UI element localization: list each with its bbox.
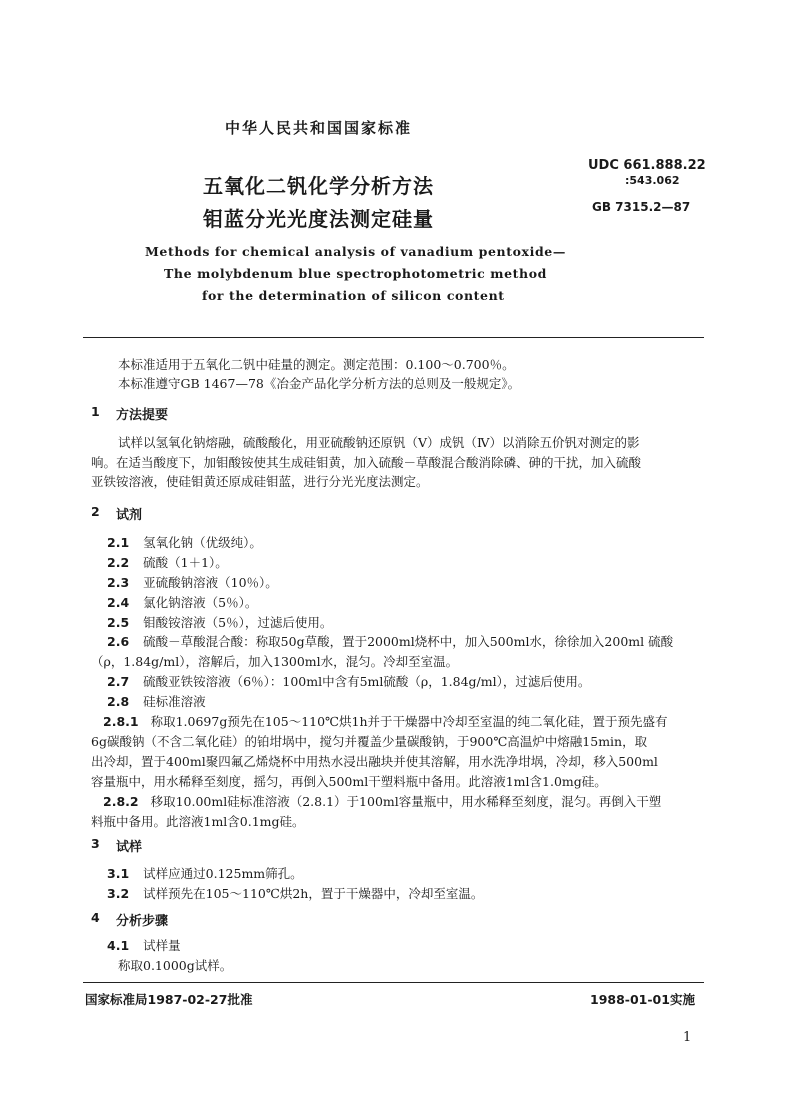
sample-item: 3.1 试样应通过0.125mm筛孔。 — [107, 866, 303, 881]
english-title-line2: The molybdenum blue spectrophotometric method — [164, 266, 548, 281]
reagent-item: 2.3 亚硫酸钠溶液（10％）。 — [107, 575, 278, 590]
subsection-2-8-1-line: 出冷却，置于400ml聚四氟乙烯烧杯中用热水浸出融块并使其溶解，用水洗净坩埚，冷却，移入500ml — [91, 754, 658, 769]
reagent-item: 2.2 硫酸（1＋1）。 — [107, 555, 228, 570]
header-divider — [83, 337, 704, 338]
section-1-text-line: 试样以氢氧化钠熔融，硫酸酸化，用亚硫酸钠还原钒（Ⅴ）成钒（Ⅳ）以消除五价钒对测定的影 — [118, 435, 640, 450]
section-3-title: 试样 — [116, 840, 143, 855]
reagent-item: 2.1 氢氧化钠（优级纯）。 — [107, 535, 262, 550]
subsection-2-8-1-line: 容量瓶中，用水稀释至刻度，摇匀，再倒入500ml干塑料瓶中备用。此溶液1ml含1.0mg硅。 — [91, 774, 607, 789]
intro-scope: 本标准适用于五氧化二钒中硅量的测定。测定范围：0.100～0.700％。 — [118, 357, 515, 372]
subsection-2-8-1-line: 6g碳酸钠（不含二氧化硅）的铂坩埚中，搅匀并覆盖少量碳酸钠，于900℃高温炉中熔融15min，取 — [91, 734, 648, 749]
gb-code: GB 7315.2—87 — [592, 200, 691, 214]
reagent-item: 2.7 硫酸亚铁铵溶液（6％）：100ml中含有5ml硫酸（ρ，1.84g/ml），过滤后使用。 — [107, 674, 591, 689]
procedure-item: 4.1 试样量 — [107, 938, 181, 953]
section-1-title: 方法提要 — [116, 408, 169, 423]
document-title-line1: 五氧化二钒化学分析方法 — [203, 174, 434, 198]
country-standard-title: 中华人民共和国国家标准 — [225, 119, 413, 137]
page-number: 1 — [683, 1030, 692, 1045]
section-4-number: 4 — [91, 910, 100, 925]
approval-date: 国家标准局1987-02-27批准 — [85, 992, 253, 1007]
english-title-line1: Methods for chemical analysis of vanadium pentoxide— — [145, 244, 566, 259]
section-1-text-line: 亚铁铵溶液，使硅钼黄还原成硅钼蓝，进行分光光度法测定。 — [91, 474, 429, 489]
sample-item: 3.2 试样预先在105～110℃烘2h，置于干燥器中，冷却至室温。 — [107, 886, 484, 901]
reagent-item-continuation: （ρ，1.84g/ml），溶解后，加入1300ml水，混匀。冷却至室温。 — [91, 654, 459, 669]
subsection-2-8-1: 2.8.1 称取1.0697g预先在105～110℃烘1h并于干燥器中冷却至室温的纯二氧化硅，置于预先盛有 — [103, 714, 668, 729]
implementation-date: 1988-01-01实施 — [590, 992, 695, 1007]
subsection-2-8-2: 2.8.2 移取10.00ml硅标准溶液（2.8.1）于100ml容量瓶中，用水稀释至刻度，混匀。再倒入干塑 — [103, 794, 662, 809]
english-title-line3: for the determination of silicon content — [202, 288, 505, 303]
document-title-line2: 钼蓝分光光度法测定硅量 — [203, 207, 434, 231]
section-3-number: 3 — [91, 836, 100, 851]
procedure-text: 称取0.1000g试样。 — [118, 958, 233, 973]
reagent-item: 2.5 钼酸铵溶液（5％），过滤后使用。 — [107, 615, 333, 630]
footer-divider — [83, 982, 704, 983]
reagent-item: 2.8 硅标准溶液 — [107, 694, 206, 709]
section-4-title: 分析步骤 — [116, 914, 169, 929]
section-2-title: 试剂 — [116, 508, 143, 523]
intro-compliance: 本标准遵守GB 1467—78《冶金产品化学分析方法的总则及一般规定》。 — [118, 376, 521, 391]
reagent-item: 2.4 氯化钠溶液（5％）。 — [107, 595, 258, 610]
subsection-2-8-2-line: 料瓶中备用。此溶液1ml含0.1mg硅。 — [91, 814, 305, 829]
reagent-item: 2.6 硫酸－草酸混合酸：称取50g草酸，置于2000ml烧杯中，加入500ml水，徐徐加入200ml 硫酸 — [107, 634, 674, 649]
udc-code-line2: :543.062 — [625, 174, 680, 187]
section-2-number: 2 — [91, 504, 100, 519]
udc-code: UDC 661.888.22 — [588, 158, 706, 173]
section-1-text-line: 响。在适当酸度下，加钼酸铵使其生成硅钼黄，加入硫酸－草酸混合酸消除磷、砷的干扰，加入硫酸 — [91, 455, 642, 470]
section-1-number: 1 — [91, 404, 100, 419]
